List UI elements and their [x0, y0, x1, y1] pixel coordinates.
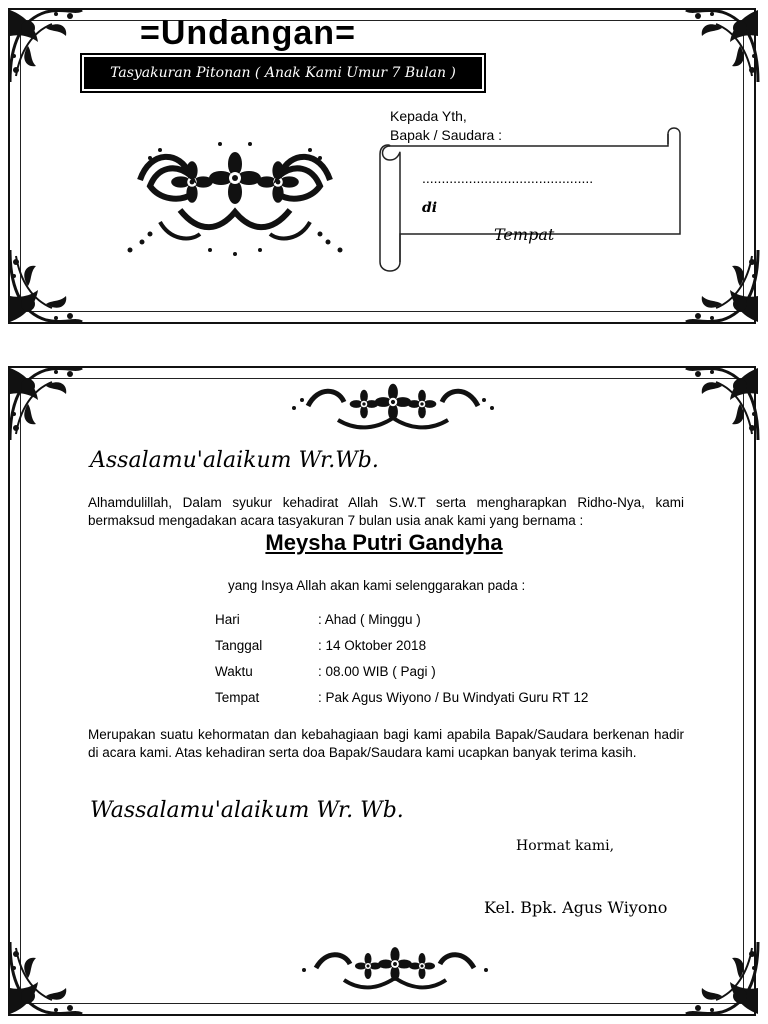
signature-text: Kel. Bpk. Agus Wiyono — [484, 898, 668, 917]
divider-ornament-icon — [300, 936, 490, 994]
address-di: di — [422, 200, 438, 216]
event-subtitle-banner: Tasyakuran Pitonan ( Anak Kami Umur 7 Bulan ) — [84, 57, 482, 89]
corner-ornament-icon — [682, 6, 762, 86]
page-title: =Undangan= — [140, 14, 356, 52]
opening-salam: Assalamu'alaikum Wr.Wb. — [90, 448, 379, 473]
regards-text: Hormat kami, — [516, 838, 615, 854]
detail-value: : Pak Agus Wiyono / Bu Windyati Guru RT 12 — [318, 690, 589, 705]
intro-paragraph: Alhamdulillah, Dalam syukur kehadirat Allah S.W.T serta mengharapkan Ridho-Nya, kami bermaksud mengadakan acara tasyakuran 7 bulan usia anak kami yang bernama : — [88, 495, 684, 528]
child-name-heading — [0, 530, 768, 556]
corner-ornament-icon — [6, 6, 86, 86]
detail-label: Hari — [215, 612, 240, 627]
child-name: Meysha Putri Gandyha — [265, 530, 503, 555]
address-greeting: Kepada Yth, — [390, 108, 467, 124]
detail-label: Waktu — [215, 664, 253, 679]
corner-ornament-icon — [682, 938, 762, 1018]
detail-value: : 08.00 WIB ( Pagi ) — [318, 664, 436, 679]
recipient-name-line: ............................................ — [422, 170, 594, 186]
address-place: Tempat — [494, 225, 555, 244]
recipient-label: Bapak / Saudara : — [390, 127, 503, 143]
corner-ornament-icon — [6, 364, 86, 444]
lead-in-text: yang Insya Allah akan kami selenggarakan pada : — [228, 578, 526, 593]
detail-value: : Ahad ( Minggu ) — [318, 612, 421, 627]
divider-ornament-icon — [288, 372, 498, 434]
corner-ornament-icon — [6, 246, 86, 326]
corner-ornament-icon — [6, 938, 86, 1018]
corner-ornament-icon — [682, 246, 762, 326]
detail-label: Tempat — [215, 690, 260, 705]
closing-paragraph: Merupakan suatu kehormatan dan kebahagiaan bagi kami apabila Bapak/Saudara berkenan hadir di acara kami. Atas kehadiran serta doa Bapak/Saudara kami ucapkan banyak terima kasih. — [88, 727, 684, 760]
floral-ornament-icon — [120, 130, 350, 260]
detail-label: Tanggal — [215, 638, 263, 653]
corner-ornament-icon — [682, 364, 762, 444]
closing-salam: Wassalamu'alaikum Wr. Wb. — [90, 798, 404, 823]
detail-value: : 14 Oktober 2018 — [318, 638, 427, 653]
